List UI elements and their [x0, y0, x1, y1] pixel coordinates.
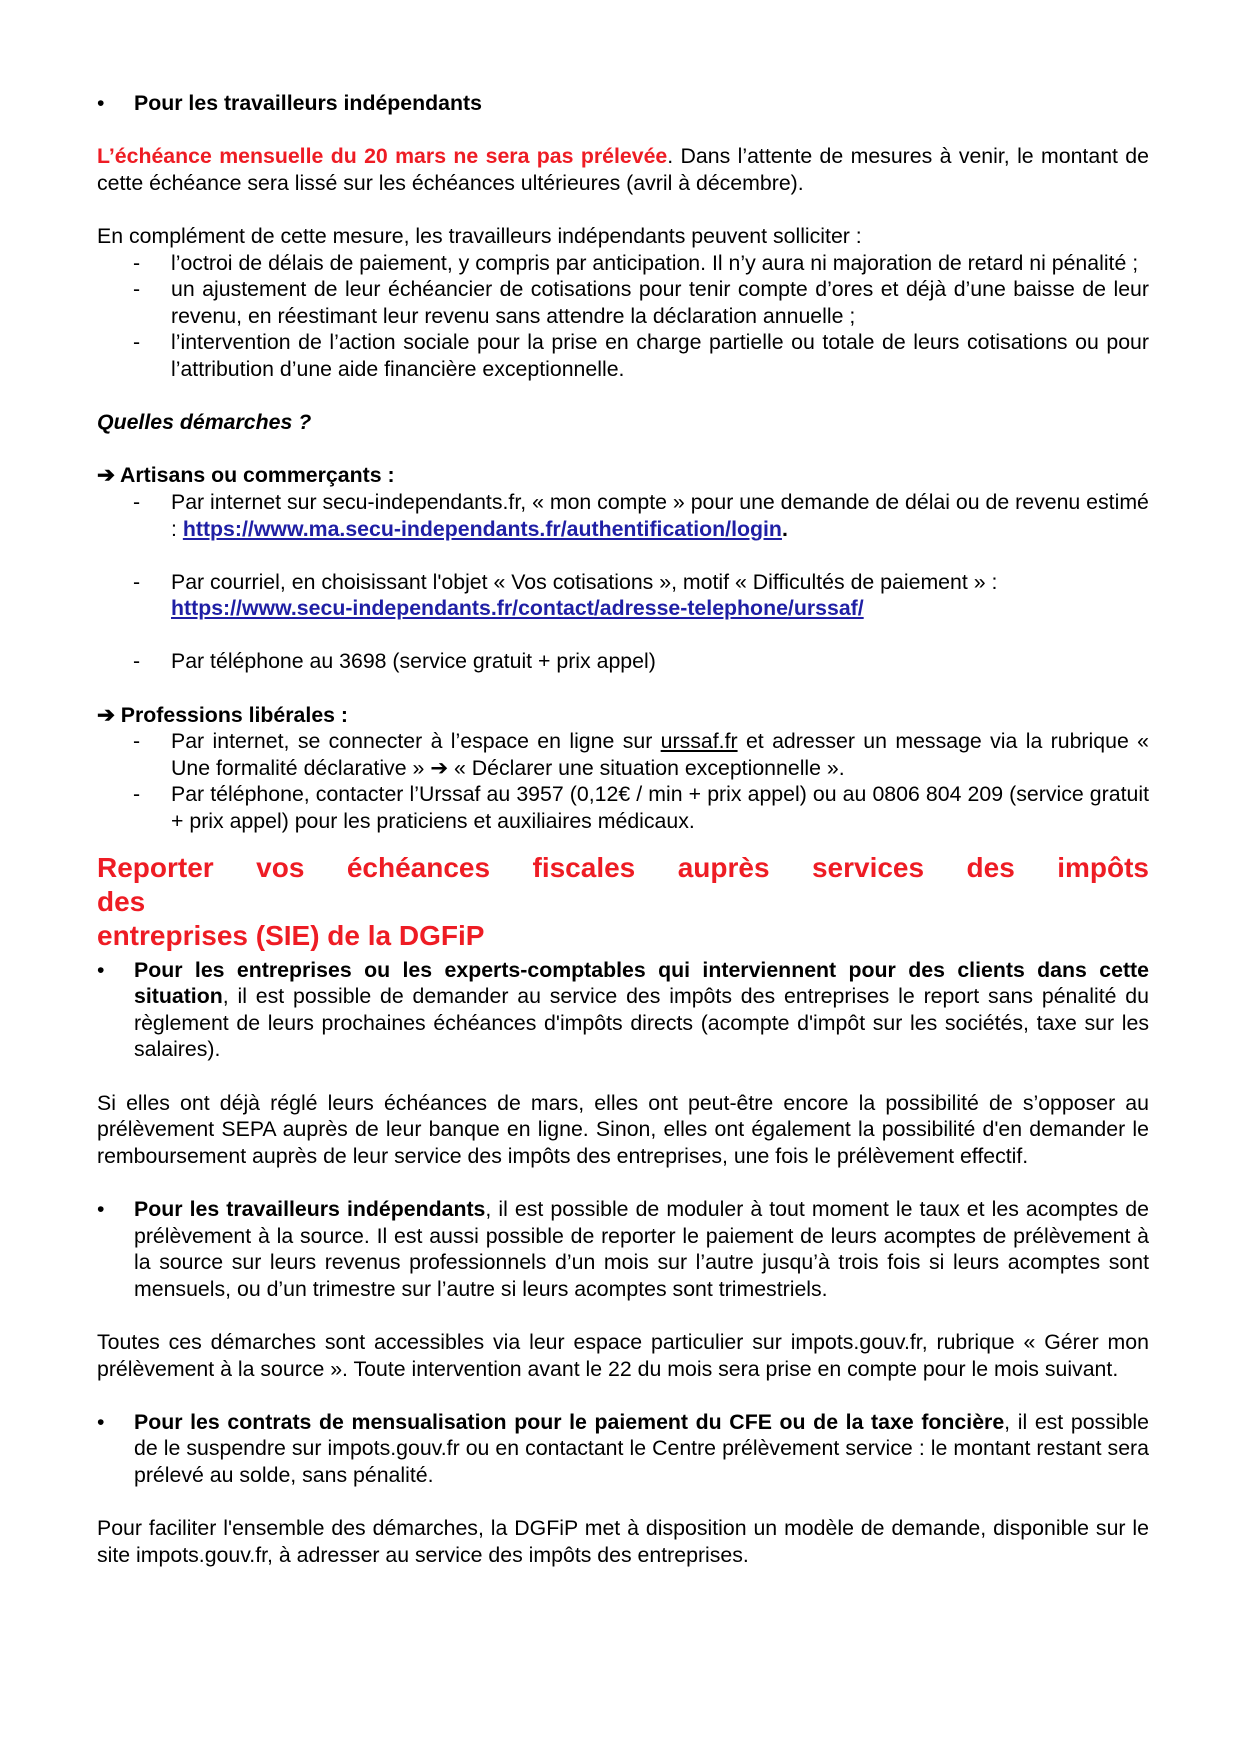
- list-item: - un ajustement de leur échéancier de cotisations pour tenir compte d’ores et déjà d’une baisse de leur revenu, en réestimant leur revenu sans attendre la déclaration annuelle ;: [133, 277, 1149, 328]
- paragraph-final: Pour faciliter l'ensemble des démarches, la DGFiP met à disposition un modèle de demande, disponible sur le site impots.gouv.fr, à adresser au service des impôts des entreprises.: [97, 1516, 1149, 1567]
- artisans-list-2: [97, 569, 1149, 622]
- artisans-list: [97, 489, 1149, 542]
- bullet-glyph: •: [97, 91, 105, 115]
- paragraph-sepa: Si elles ont déjà réglé leurs échéances de mars, elles ont peut-être encore la possibilité de s’opposer au prélèvement SEPA auprès de leur banque en ligne. Sinon, elles ont également la possibilité d'en demander le remboursement auprès de leur service des impôts des entreprises, une fois le prélèvement effectif.: [97, 1090, 1149, 1168]
- bullet-travailleurs-2: • Pour les travailleurs indépendants, il est possible de moduler à tout moment le taux et les acomptes de prélèvement à la source. Il est aussi possible de reporter le paiement de leurs acomptes de prélèvement à la source sur leurs revenus professionnels d’un mois sur l’autre jusqu’à trois fois si leurs acomptes sont mensuels, ou d’un trimestre sur l’autre si leurs acomptes sont trimestriels.: [97, 1196, 1149, 1301]
- artisans-title: ➔ Artisans ou commerçants :: [97, 463, 395, 488]
- document-page: [97, 90, 1149, 1568]
- list-item: - l’intervention de l’action sociale pour la prise en charge partielle ou totale de leurs cotisations ou pour l’attribution d’une aide financière exceptionnelle.: [133, 330, 1149, 381]
- urssaf-link[interactable]: urssaf.fr: [660, 729, 738, 754]
- bullet-mensualisation: • Pour les contrats de mensualisation pour le paiement du CFE ou de la taxe foncière, il est possible de le suspendre sur impots.gouv.fr ou en contactant le Centre prélèvement service : le montant restant sera prélevé au solde, sans pénalité.: [97, 1409, 1149, 1487]
- paragraph-toutes-demarches: Toutes ces démarches sont accessibles via leur espace particulier sur impots.gouv.fr, rubrique « Gérer mon prélèvement à la source ». Toute intervention avant le 22 du mois sera prise en compte pour le mois suivant.: [97, 1329, 1149, 1381]
- artisans-list-3: [97, 648, 1149, 675]
- list-item: - Par courriel, en choisissant l'objet « Vos cotisations », motif « Difficultés de paiement » : https://www.secu-independants.fr/contact/adresse-telephone/urssaf/: [133, 569, 998, 621]
- liberales-list: [97, 728, 1149, 834]
- contact-link[interactable]: https://www.secu-independants.fr/contact/adresse-telephone/urssaf/: [171, 596, 864, 621]
- bullet-travailleurs-independants: [97, 90, 1149, 117]
- list-item: - Par internet sur secu-independants.fr, « mon compte » pour une demande de délai ou de revenu estimé : https://www.ma.secu-independants.fr/authentification/login.: [133, 489, 1149, 541]
- solliciter-list: [97, 250, 1149, 383]
- list-item: - Par internet, se connecter à l’espace en ligne sur urssaf.fr et adresser un message via la rubrique « Une formalité déclarative » ➔ « Déclarer une situation exceptionnelle ».: [133, 729, 1149, 780]
- bullet-entreprises: • Pour les entreprises ou les experts-comptables qui interviennent pour des clients dans cette situation, il est possible de demander au service des impôts des entreprises le report sans pénalité du règlement de leurs prochaines échéances d'impôts directs (acompte d'impôt sur les sociétés, taxe sur les salaires).: [97, 957, 1149, 1062]
- section-heading: Reporter vos échéances fiscales auprès services des impôts des entreprises (SIE) de la DGFiP: [97, 851, 1149, 951]
- red-lead-text: L’échéance mensuelle du 20 mars ne sera pas prélevée: [97, 144, 668, 169]
- list-item: - l’octroi de délais de paiement, y compris par anticipation. Il n’y aura ni majoration de retard ni pénalité ;: [133, 250, 1139, 275]
- paragraph-echeance: [97, 143, 1149, 196]
- liberales-title: ➔ Professions libérales :: [97, 702, 349, 727]
- demarches-title: Quelles démarches ?: [97, 410, 312, 435]
- bullet-glyph: •: [97, 1196, 105, 1221]
- list-item: - Par téléphone au 3698 (service gratuit + prix appel): [133, 649, 656, 674]
- bullet-glyph: •: [97, 1409, 105, 1434]
- login-link[interactable]: https://www.ma.secu-independants.fr/authentification/login: [182, 516, 782, 541]
- bullet-glyph: •: [97, 957, 105, 982]
- paragraph-complement-intro: En complément de cette mesure, les travailleurs indépendants peuvent solliciter :: [97, 223, 862, 248]
- bullet-title: Pour les travailleurs indépendants: [134, 91, 482, 115]
- list-item: - Par téléphone, contacter l’Urssaf au 3957 (0,12€ / min + prix appel) ou au 0806 804 209 (service gratuit + prix appel) pour les praticiens et auxiliaires médicaux.: [133, 782, 1149, 834]
- paragraph-rest: . Dans l’attente de mesures à venir, le montant de cette échéance sera lissé sur les échéances ultérieures (avril à décembre).: [97, 144, 1149, 195]
